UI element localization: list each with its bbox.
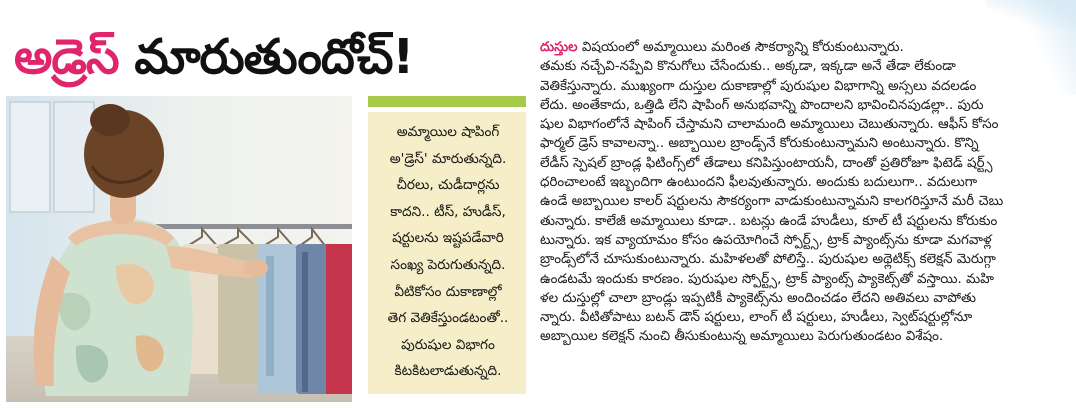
article-line: ళల దుస్తుల్లో చాలా బ్రాండ్లు ఇప్పటికీ ప్యాకెట్స్‌ను అందించడం లేదని అతివలు వాపోతు (540, 290, 977, 306)
article-line: తమకు నచ్చేవి-నప్పేవి కొనుగోలు చేసేందుకు.. అక్కడా, ఇక్కడా అనే తేడా లేకుండా (540, 59, 956, 75)
sidebar-line: షర్టులను ఇష్టపడేవారి (392, 230, 504, 247)
headline (14, 22, 534, 92)
sidebar-accent-bar (368, 96, 526, 107)
article-line: ధరించాలంటే ఇబ్బందిగా ఉంటుందని ఫీలవుతున్నారు. అందుకు బదులుగా.. వదులుగా (540, 175, 978, 191)
article-line: బ్రాండ్స్‌లోనే చూసుకుంటున్నారు. మహిళలతో పోలిస్తే.. పురుషుల అథ్లెటిక్స్ కలెక్షన్ మెరుగ్గా (540, 252, 996, 268)
article-line: ఉండే అబ్బాయిల కాలర్ షర్టులను సౌకర్యంగా వాడుకుంటున్నామని కాలగరిస్తూనే మరీ చెబు (540, 194, 1004, 210)
article-lead-word: దుస్తుల (540, 40, 578, 55)
article-line: వెతికేస్తున్నారు. ముఖ్యంగా దుస్తుల దుకాణాల్లో పురుషుల విభాగాన్ని అస్సలు వదలడం (540, 78, 977, 94)
article-line (540, 38, 1034, 57)
article-line: లేడీస్ స్పెషల్ బ్రాండ్ల ఫిటింగ్స్‌లో తేడాలు కనిపిస్తుంటాయనీ, దాంతో ప్రతిరోజూ ఫిటెడ్ షర్ట్స్ (540, 155, 993, 171)
article-line: అబ్బాయిల కలెక్షన్ నుంచి తీసుకుంటున్న అమ్మాయిలు పెరుగుతుండటం విశేషం. (540, 329, 944, 345)
article-line: టున్నారు. ఇక వ్యాయామం కోసం ఉపయోగించే స్పోర్ట్స్, ట్రాక్ ప్యాంట్స్‌ను కూడా మగవాళ్ల (540, 232, 992, 248)
article-body (540, 38, 1034, 347)
article-line: లేదు. అంతేకాదు, ఒత్తిడి లేని షాపింగ్ అనుభవాన్ని పొందాలని భావించినపుడల్లా.. పురు (540, 97, 984, 113)
article-line: షుల విభాగంలోనే షాపింగ్ చేస్తామని చాలామంది అమ్మాయిలు చెబుతున్నారు. ఆఫీస్ కోసం (540, 117, 999, 133)
sidebar-line: తెగ వెతికేస్తుండటంతో.. (387, 310, 509, 327)
headline-rest: మారుతుందోచ్! (134, 29, 414, 85)
article-line: ఫార్మల్ డ్రెస్ కావాలన్నా.. అబ్బాయిల బ్రాండ్స్‌నే కోరుకుంటున్నామని అంటున్నారు. కొన్ని (540, 136, 979, 152)
woman-at-clothes-rack-illustration (6, 96, 352, 402)
sidebar-line: అ'డ్రెస్' మారుతున్నది. (389, 150, 507, 167)
sidebar-line: చీరలు, చుడీదార్లను (396, 177, 500, 194)
article-line: తున్నారు. కాలేజీ అమ్మాయిలు కూడా.. బటన్లు ఉండే హుడీలు, కూల్ టీ షర్టులను కోరుకుం (540, 213, 998, 229)
article-line: ఉండటమే ఇందుకు కారణం. పురుషుల స్పోర్ట్స్, ట్రాక్ ప్యాంట్స్ ప్యాకెట్స్‌తో వస్తాయి. మహి (540, 271, 994, 287)
article-first-line: విషయంలో అమ్మాయిలు మరింత సౌకర్యాన్ని కోరుకుంటున్నారు. (577, 40, 904, 55)
sidebar-text (374, 119, 522, 385)
sidebar-line: అమ్మాయిల షాపింగ్ (396, 124, 500, 140)
article-photo (6, 96, 352, 402)
sidebar-line: వీటికోసం దుకాణాల్లో (394, 283, 502, 300)
sidebar-line: కాదని.. టీస్, హుడీస్, (390, 203, 506, 220)
sidebar-line: కిటకిటలాడుతున్నది. (394, 363, 502, 380)
article-line: న్నారు. వీటితోపాటు బటన్ డౌన్ షర్టులు, లాంగ్ టీ షర్టులు, హుడీలు, స్వెట్‌షర్టుల్లోనూ (540, 310, 973, 326)
sidebar-line: సంఖ్య పెరుగుతున్నది. (390, 256, 506, 273)
sidebar-line: పురుషుల విభాగం (401, 336, 495, 353)
headline-accent-word: అడ్రెస్ (14, 29, 119, 85)
